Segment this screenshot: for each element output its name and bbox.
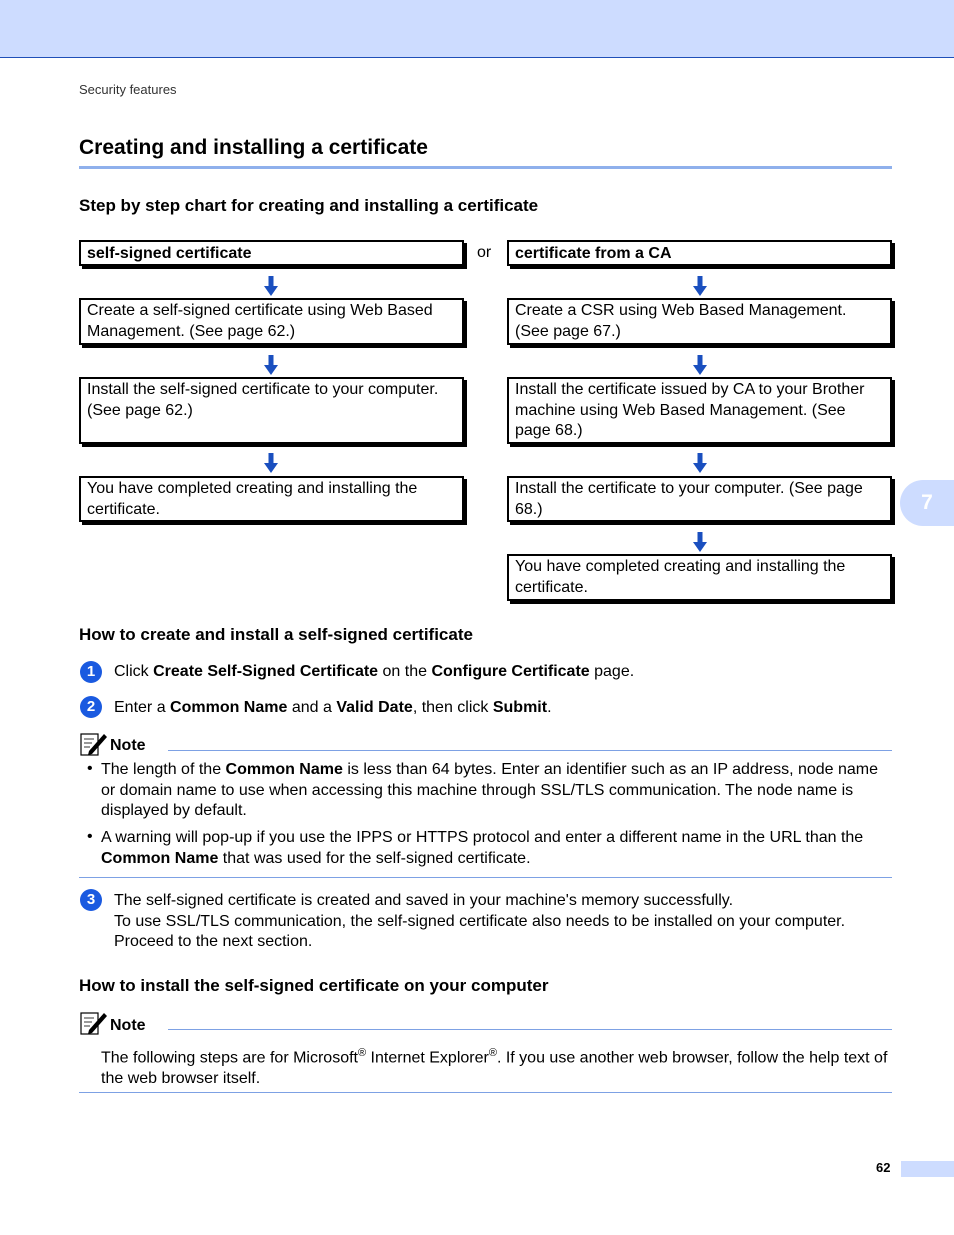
bullet-icon: • xyxy=(87,760,93,777)
chart-heading: Step by step chart for creating and installing a certificate xyxy=(79,196,539,215)
step-1-badge: 1 xyxy=(80,661,102,683)
flow-left-step-1 xyxy=(79,298,464,345)
flow-right-title-box xyxy=(507,240,892,266)
page-number-bar xyxy=(901,1161,954,1177)
step-3-text: The self-signed certificate is created and saved in your machine's memory successfully. To use SSL/TLS communication, the self-signed certificate also needs to be installed on your computer. Proceed to the next section. xyxy=(114,892,846,950)
down-arrow-icon xyxy=(693,276,707,296)
flow-left-title: self-signed certificate xyxy=(87,245,252,262)
flow-left-step-3-text: You have completed creating and installing the certificate. xyxy=(87,480,418,518)
down-arrow-icon xyxy=(264,276,278,296)
flow-left-step-1-text: Create a self-signed certificate using Web Based Management. (See page 62.) xyxy=(87,302,433,340)
flow-right-step-4 xyxy=(507,554,892,601)
note-rule xyxy=(168,750,892,751)
title-rule xyxy=(79,166,892,169)
flow-right-step-3 xyxy=(507,476,892,522)
flow-or-label: or xyxy=(477,244,492,261)
running-head: Security features xyxy=(79,82,177,97)
note-pencil-icon xyxy=(80,731,108,757)
step-2-badge: 2 xyxy=(80,696,102,718)
flow-right-step-1 xyxy=(507,298,892,345)
flow-left-step-3 xyxy=(79,476,464,522)
note-label: Note xyxy=(110,737,146,754)
note-bullet-1: The length of the Common Name is less than 64 bytes. Enter an identifier such as an IP address, node name or domain name to use when accessing this machine through SSL/TLS communication. The node name is displayed by default. xyxy=(101,761,879,819)
flow-right-step-2 xyxy=(507,377,892,444)
flow-right-step-3-text: Install the certificate to your computer. (See page 68.) xyxy=(515,480,863,518)
flow-right-step-1-text: Create a CSR using Web Based Management. (See page 67.) xyxy=(515,302,847,340)
down-arrow-icon xyxy=(693,532,707,552)
flow-left-step-2 xyxy=(79,377,464,444)
down-arrow-icon xyxy=(693,453,707,473)
down-arrow-icon xyxy=(264,355,278,375)
note-pencil-icon xyxy=(80,1010,108,1036)
chapter-tab: 7 xyxy=(900,480,954,526)
step-3-badge: 3 xyxy=(80,889,102,911)
note-text: The following steps are for Microsoft® Internet Explorer®. If you use another web browser, follow the help text of the web browser itself. xyxy=(101,1047,888,1087)
down-arrow-icon xyxy=(693,355,707,375)
flow-right-step-4-text: You have completed creating and installing the certificate. xyxy=(515,558,846,596)
page-number: 62 xyxy=(876,1160,891,1175)
flow-right-title: certificate from a CA xyxy=(515,245,672,262)
note-rule xyxy=(168,1029,892,1030)
flow-right-step-2-text: Install the certificate issued by CA to your Brother machine using Web Based Management. (See page 68.) xyxy=(515,381,865,439)
step-1-text: Click Create Self-Signed Certificate on the Configure Certificate page. xyxy=(114,663,635,680)
step-2-text: Enter a Common Name and a Valid Date, then click Submit. xyxy=(114,699,552,716)
page-header-band xyxy=(0,0,954,58)
bullet-icon: • xyxy=(87,828,93,845)
section2-heading: How to install the self-signed certificate on your computer xyxy=(79,976,549,995)
note-end-rule xyxy=(79,1092,892,1093)
note-end-rule xyxy=(79,877,892,878)
flow-left-title-box xyxy=(79,240,464,266)
note-bullet-2: A warning will pop-up if you use the IPPS or HTTPS protocol and enter a different name in the URL than the Common Name that was used for the self-signed certificate. xyxy=(101,829,864,867)
note-label: Note xyxy=(110,1017,146,1034)
down-arrow-icon xyxy=(264,453,278,473)
page-title: Creating and installing a certificate xyxy=(79,136,428,159)
section1-heading: How to create and install a self-signed certificate xyxy=(79,625,473,644)
flow-left-step-2-text: Install the self-signed certificate to your computer. (See page 62.) xyxy=(87,381,439,419)
